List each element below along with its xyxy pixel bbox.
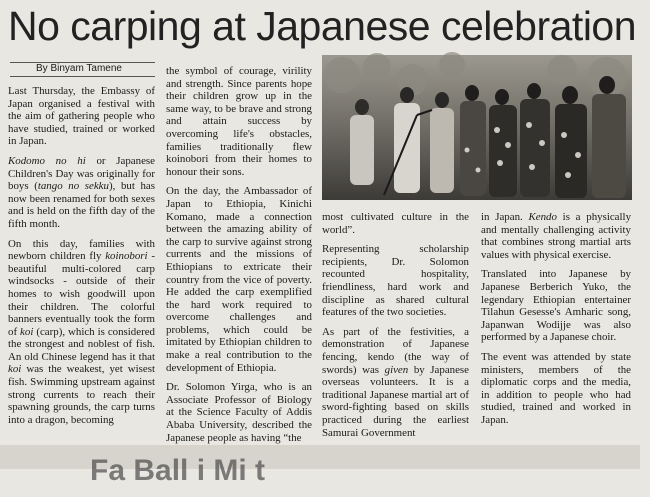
text: or Japanese Children's Day was originally for boys ( <box>8 154 155 193</box>
paragraph: On the day, the Ambassador of Japan to Ethiopia, Kinichi Komano, made a connection between the amazing ability of the carp to survive against strong currents and the missions of Ethiopians to extricate their country from the vice of poverty. He added the carp exemplified the hard work required to overcome challenges and problems, which could be imitated by Ethiopian children to make a real contribution to the development of Ethiopia. <box>166 185 312 374</box>
italic-term: Kendo <box>528 211 557 223</box>
italic-term: given <box>384 363 409 376</box>
paragraph <box>8 238 155 427</box>
text: is a physically and mentally challenging activity that combines strong martial arts values with physical exercise. <box>481 211 632 261</box>
text: was the weakest, yet wisest fish. Swimming upstream against strong currents to reach their spawning grounds, the carp turns into a dragon, becoming <box>8 363 155 426</box>
paragraph <box>322 326 469 439</box>
text: by Japanese overseas volunteers. It is a traditional Japanese martial art of sword-fighting based on skills practiced during the earliest Samurai Government <box>322 363 469 439</box>
italic-term: koi <box>8 363 22 376</box>
paragraph: The event was attended by state ministers, members of the diplomatic corps and the media, in addition to people who had studied, trained and worked in Japan. <box>481 350 631 426</box>
italic-term: Kodomo no hi <box>8 154 86 167</box>
italic-term: koi <box>20 325 34 338</box>
column-4 <box>481 211 631 434</box>
paragraph <box>8 155 155 231</box>
text: in Japan. <box>481 211 529 223</box>
photo-illustration <box>322 55 632 200</box>
text: (carp), which is considered the strongest and noblest of fish. An old Chinese legend has it that <box>8 325 155 363</box>
italic-term: koinobori <box>105 250 148 263</box>
next-article-strip <box>0 445 640 487</box>
text: As part of the festivities, a demonstration of Japanese fencing, kendo (the way of swords) was <box>322 325 469 376</box>
text: On this day, families with newborn children fly <box>8 237 155 263</box>
paragraph: the symbol of courage, virility and strength. Since parents hope their children grow up in the same way, to be brave and strong and attain success by overcoming life's obstacles, families traditionally flew koinobori from their homes to honour their sons. <box>166 65 312 178</box>
paragraph: Representing scholarship recipients, Dr. Solomon recounted hospitality, friendliness, hard work and discipline as shared cultural features of the two societies. <box>322 243 469 319</box>
paragraph: Translated into Japanese by Japanese Berberich Yuko, the legendary Ethiopian entertainer Tilahun Gesesse's Amharic song, Japanwan Wodijje was also performed by a Japanese choir. <box>481 268 631 344</box>
text: - beautiful multi-colored carp windsocks - outside of their homes to wish goodwill upon their children. The colorful banners eventually took the form of <box>8 250 155 338</box>
paragraph <box>481 211 631 261</box>
italic-term: tango no sekku <box>37 180 109 193</box>
festival-photo <box>322 55 632 200</box>
column-1 <box>8 85 155 433</box>
byline-rule-bottom <box>10 76 155 77</box>
column-2 <box>166 65 312 451</box>
byline: By Binyam Tamene <box>36 63 122 74</box>
headline: No carping at Japanese celebration <box>8 3 637 49</box>
paragraph: Dr. Solomon Yirga, who is an Associate Professor of Biology at the Science Faculty of Addis Ababa University, described the Japanese people as having “the <box>166 381 312 444</box>
paragraph: most cultivated culture in the world”. <box>322 211 469 236</box>
column-3 <box>322 211 469 446</box>
next-headline-fragment: Fa Ball i Mi t <box>90 454 266 487</box>
text: ), but has now been renamed for both sexes and is held on the fifth day of the fifth month. <box>8 180 155 230</box>
text: Last Thursday, the Embassy of Japan organised a festival with the aim of gathering people who have studied, trained or worked in Japan. <box>8 85 155 148</box>
paragraph <box>8 85 155 148</box>
